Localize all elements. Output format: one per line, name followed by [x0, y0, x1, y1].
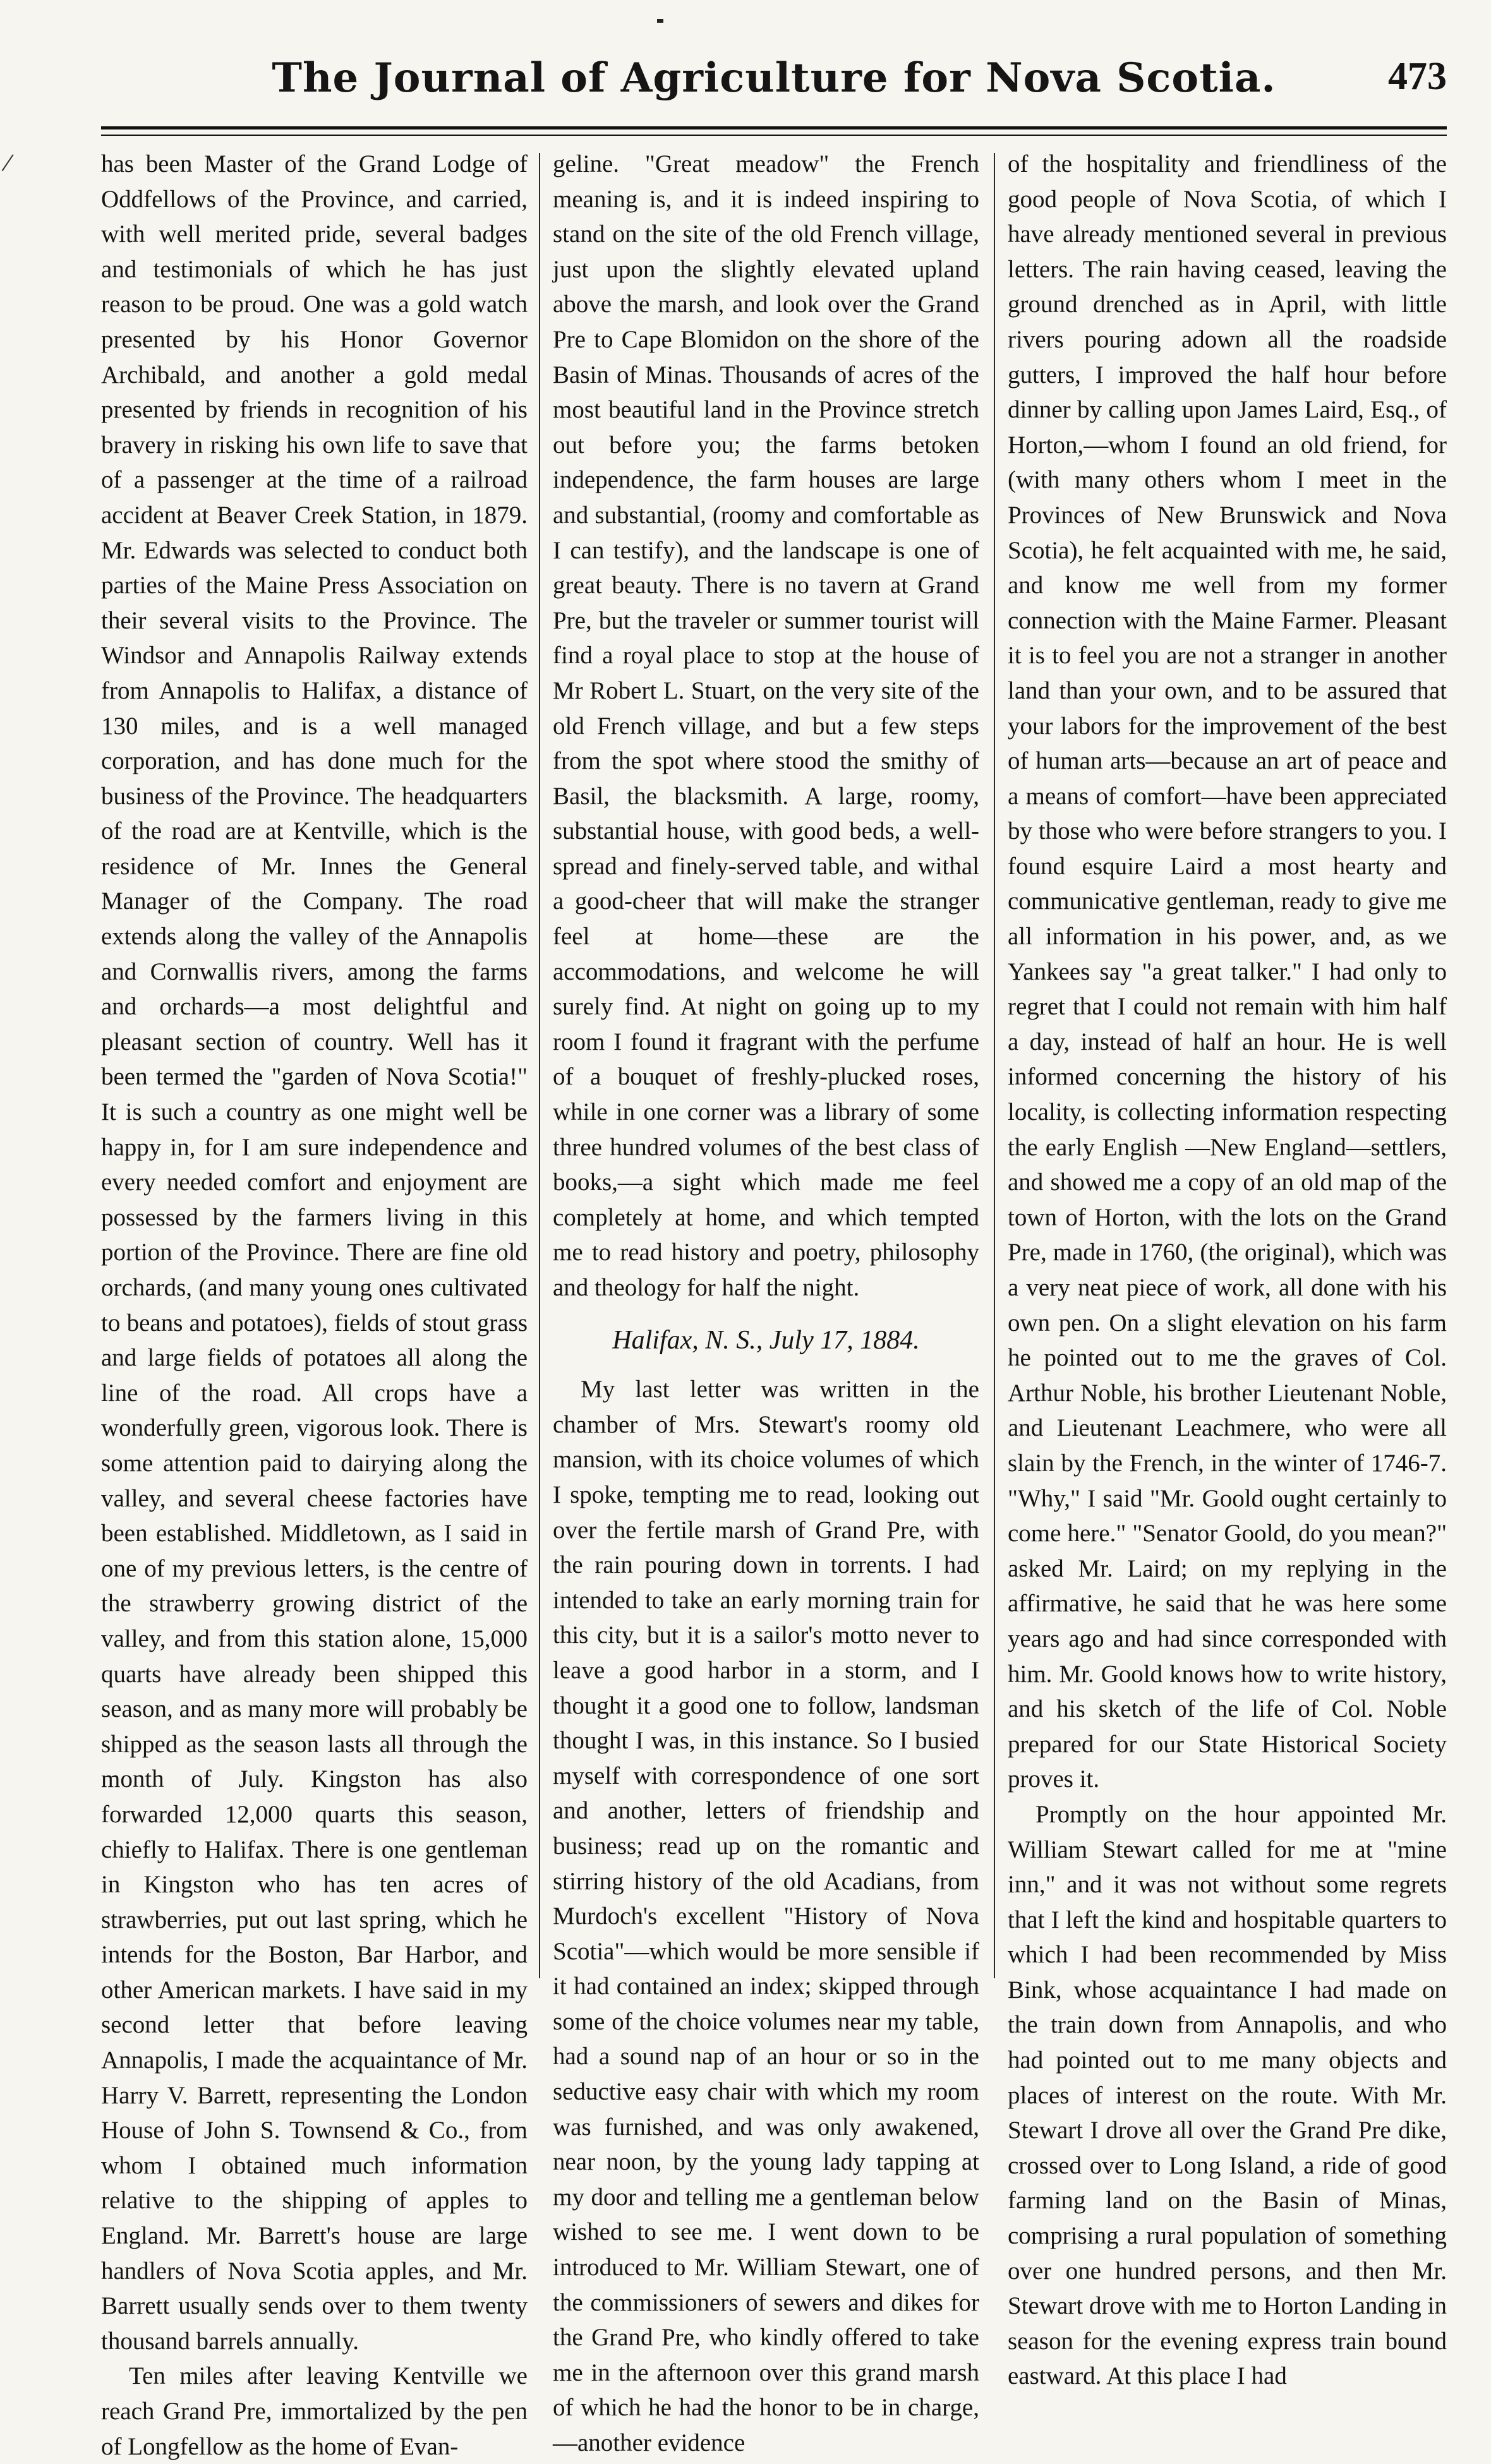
- paragraph: My last letter was written in the chamber of Mrs. Stewart's roomy old mansion, with its choice volumes of which I spoke, tempting me to read, looking out over the fertile marsh of Grand Pre, with the rain pouring down in torrents. I had intended to take an early morning train for this city, but it is a sailor's motto never to leave a good harbor in a storm, and I thought it a good one to follow, landsman thought I was, in this instance. So I busied myself with correspondence of one sort and another, letters of friendship and business; read up on the romantic and stirring history of the old Acadians, from Murdoch's excellent "History of Nova Scotia"—which would be more sensible if it had contained an index; skipped through some of the choice volumes near my table, had a sound nap of an hour or so in the seductive easy chair with which my room was furnished, and was only awakened, near noon, by the young lady tapping at my door and telling me a gentleman below wished to see me. I went down to be introduced to Mr. William Stewart, one of the commissioners of sewers and dikes for the Grand Pre, who kindly offered to take me in the afternoon over this grand marsh of which he had the honor to be in charge,—another evidence: [553, 1376, 979, 2456]
- column-right: [1008, 147, 1447, 2390]
- paragraph: Ten miles after leaving Kentville we reach Grand Pre, immortalized by the pen of Longfellow as the home of Evan-: [101, 2362, 528, 2460]
- dateline: Halifax, N. S., July 17, 1884.: [612, 1325, 920, 1355]
- paragraph: has been Master of the Grand Lodge of Oddfellows of the Province, and carried, with well merited pride, several badges and testimonials of which he has just reason to be proud. One was a gold watch presented by his Honor Governor Archibald, and another a gold medal presented by friends in recognition of his bravery in risking his own life to save that of a passenger at the time of a railroad accident at Beaver Creek Station, in 1879. Mr. Edwards was selected to conduct both parties of the Maine Press Association on their several visits to the Province. The Windsor and Annapolis Railway extends from Annapolis to Halifax, a distance of 130 miles, and is a well managed corporation, and has done much for the business of the Province. The headquarters of the road are at Kentville, which is the residence of Mr. Innes the General Manager of the Company. The road extends along the valley of the Annapolis and Cornwallis rivers, among the farms and orchards—a most delightful and pleasant section of country. Well has it been termed the "garden of Nova Scotia!" It is such a country as one might well be happy in, for I am sure independence and every needed comfort and enjoyment are possessed by the farmers living in this portion of the Province. There are fine old orchards, (and many young ones cultivated to beans and potatoes), fields of stout grass and large fields of potatoes all along the line of the road. All crops have a wonderfully green, vigorous look. There is some attention paid to dairying along the valley, and several cheese factories have been established. Middletown, as I said in one of my previous letters, is the centre of the strawberry growing district of the valley, and from this station alone, 15,000 quarts have already been shipped this season, and as many more will probably be shipped as the season lasts all through the month of July. Kingston has also forwarded 12,000 quarts this season, chiefly to Halifax. There is one gentleman in Kingston who has ten acres of strawberries, put out last spring, which he intends for the Boston, Bar Harbor, and other American markets. I have said in my second letter that before leaving Annapolis, I made the acquaintance of Mr. Harry V. Barrett, representing the London House of John S. Townsend & Co., from whom I obtained much information relative to the shipping of apples to England. Mr. Barrett's house are large handlers of Nova Scotia apples, and Mr. Barrett usually sends over to them twenty thousand barrels annually.: [101, 150, 528, 2355]
- header-rule-thin: [101, 135, 1447, 136]
- page-header: [101, 49, 1447, 112]
- column-left: [101, 147, 528, 2460]
- column-middle: [553, 147, 979, 2456]
- paragraph: geline. "Great meadow" the French meaning is, and it is indeed inspiring to stand on the site of the old French village, just upon the slightly elevated upland above the marsh, and look over the Grand Pre to Cape Blomidon on the shore of the Basin of Minas. Thousands of acres of the most beautiful land in the Province stretch out before you; the farms betoken independence, the farm houses are large and substantial, (roomy and comfortable as I can testify), and the landscape is one of great beauty. There is no tavern at Grand Pre, but the traveler or summer tourist will find a royal place to stop at the house of Mr Robert L. Stuart, on the very site of the old French village, and but a few steps from the spot where stood the smithy of Basil, the blacksmith. A large, roomy, substantial house, with good beds, a well-spread and finely-served table, and withal a good-cheer that will make the stranger feel at home—these are the accommodations, and welcome he will surely find. At night on going up to my room I found it fragrant with the perfume of a bouquet of freshly-plucked roses, while in one corner was a library of some three hundred volumes of the best class of books,—a sight which made me feel completely at home, and which tempted me to read history and poetry, philosophy and theology for half the night.: [553, 150, 979, 1301]
- paragraph: Promptly on the hour appointed Mr. William Stewart called for me at "mine inn," and it was not without some regrets that I left the kind and hospitable quarters to which I had been recommended by Miss Bink, whose acquaintance I had made on the train down from Annapolis, and who had pointed out to me many objects and places of interest on the route. With Mr. Stewart I drove all over the Grand Pre dike, crossed over to Long Island, a ride of good farming land on the Basin of Minas, comprising a rural population of something over one hundred persons, and then Mr. Stewart drove with me to Horton Landing in season for the evening express train bound eastward. At this place I had: [1008, 1800, 1447, 2390]
- paragraph: of the hospitality and friendliness of the good people of Nova Scotia, of which I have already mentioned several in previous letters. The rain having ceased, leaving the ground drenched as in April, with little rivers pouring adown all the roadside gutters, I improved the half hour before dinner by calling upon James Laird, Esq., of Horton,—whom I found an old friend, for (with many others whom I meet in the Provinces of New Brunswick and Nova Scotia), he felt acquainted with me, he said, and know me well from my former connection with the Maine Farmer. Pleasant it is to feel you are not a stranger in another land than your own, and to be assured that your labors for the improvement of the best of human arts—because an art of peace and a means of comfort—have been appreciated by those who were before strangers to you. I found esquire Laird a most hearty and communicative gentleman, ready to give me all information in his power, and, as we Yankees say "a great talker." I had only to regret that I could not remain with him half a day, instead of half an hour. He is well informed concerning the history of his locality, is collecting information respecting the early English —New England—settlers, and showed me a copy of an old map of the town of Horton, with the lots on the Grand Pre, made in 1760, (the original), which was a very neat piece of work, all done with his own pen. On a slight elevation on his farm he pointed out to me the graves of Col. Arthur Noble, his brother Lieutenant Noble, and Lieutenant Leachmere, who were all slain by the French, in the winter of 1746-7. "Why," I said "Mr. Goold ought certainly to come here." "Senator Goold, do you mean?" asked Mr. Laird; on my replying in the affirmative, he said that he was here some years ago and had since corresponded with him. Mr. Goold knows how to write history, and his sketch of the life of Col. Noble prepared for our State Historical Society proves it.: [1008, 150, 1447, 1793]
- article-columns: [101, 147, 1447, 2460]
- margin-mark: /: [0, 147, 16, 179]
- print-speck: [657, 19, 663, 23]
- header-rule-thick: [101, 126, 1447, 129]
- column-divider: [539, 153, 540, 1978]
- column-divider: [994, 153, 995, 1978]
- journal-title: The Journal of Agriculture for Nova Scotia.: [272, 54, 1276, 102]
- page-number: 473: [1388, 55, 1447, 98]
